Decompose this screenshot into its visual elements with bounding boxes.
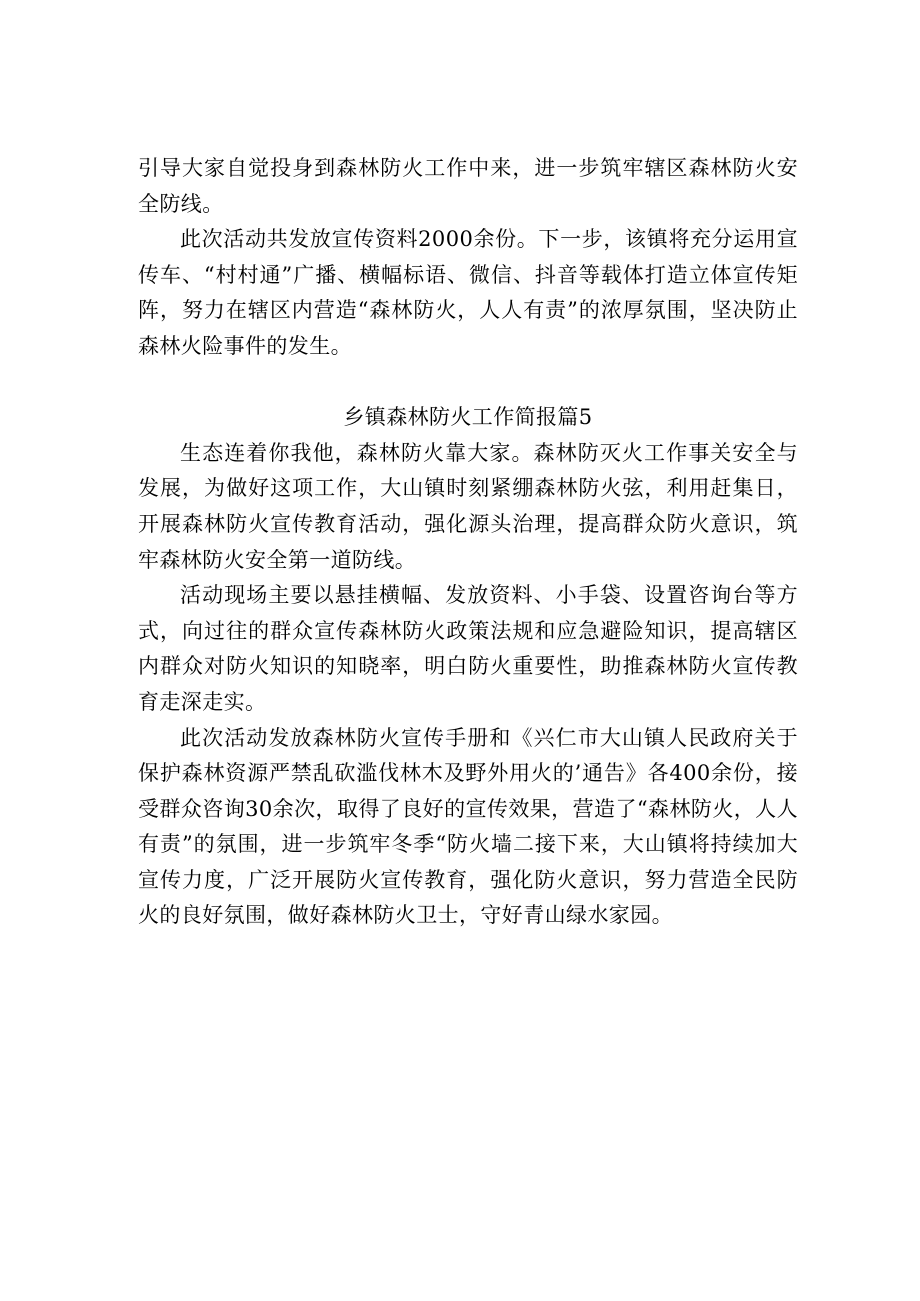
blank-line [138,365,798,401]
paragraph-summary: 此次活动共发放宣传资料2000余份。下一步，该镇将充分运用宣传车、“村村通”广播、横幅标语、微信、抖音等载体打造立体宣传矩阵，努力在辖区内营造“森林防火，人人有责”的浓厚氛围，坚决防止森林火险事件的发生。 [138,227,798,358]
paragraph-results: 此次活动发放森林防火宣传手册和《兴仁市大山镇人民政府关于保护森林资源严禁乱砍滥伐林木及野外用火的’通告》各400余份，接受群众咨询30余次，取得了良好的宣传效果，营造了“森林防火，人人有责”的氛围，进一步筑牢冬季“防火墙二接下来，大山镇将持续加大宣传力度，广泛开展防火宣传教育，强化防火意识，努力营造全民防火的良好氛围，做好森林防火卫士，守好青山绿水家园。 [138,725,798,928]
section-title: 乡镇森林防火工作简报篇5 [343,405,593,430]
paragraph-continuation: 引导大家自觉投身到森林防火工作中来，进一步筑牢辖区森林防火安全防线。 [138,156,798,216]
paragraph-activity: 活动现场主要以悬挂横幅、发放资料、小手袋、设置咨询台等方式，向过往的群众宣传森林防火政策法规和应急避险知识，提高辖区内群众对防火知识的知晓率，明白防火重要性，助推森林防火宣传教育走深走实。 [138,583,798,714]
document-body [138,151,798,934]
paragraph-intro: 生态连着你我他，森林防火靠大家。森林防灭火工作事关安全与发展，为做好这项工作，大山镇时刻紧绷森林防火弦，利用赶集日，开展森林防火宣传教育活动，强化源头治理，提高群众防火意识，筑牢森林防火安全第一道防线。 [138,440,798,572]
